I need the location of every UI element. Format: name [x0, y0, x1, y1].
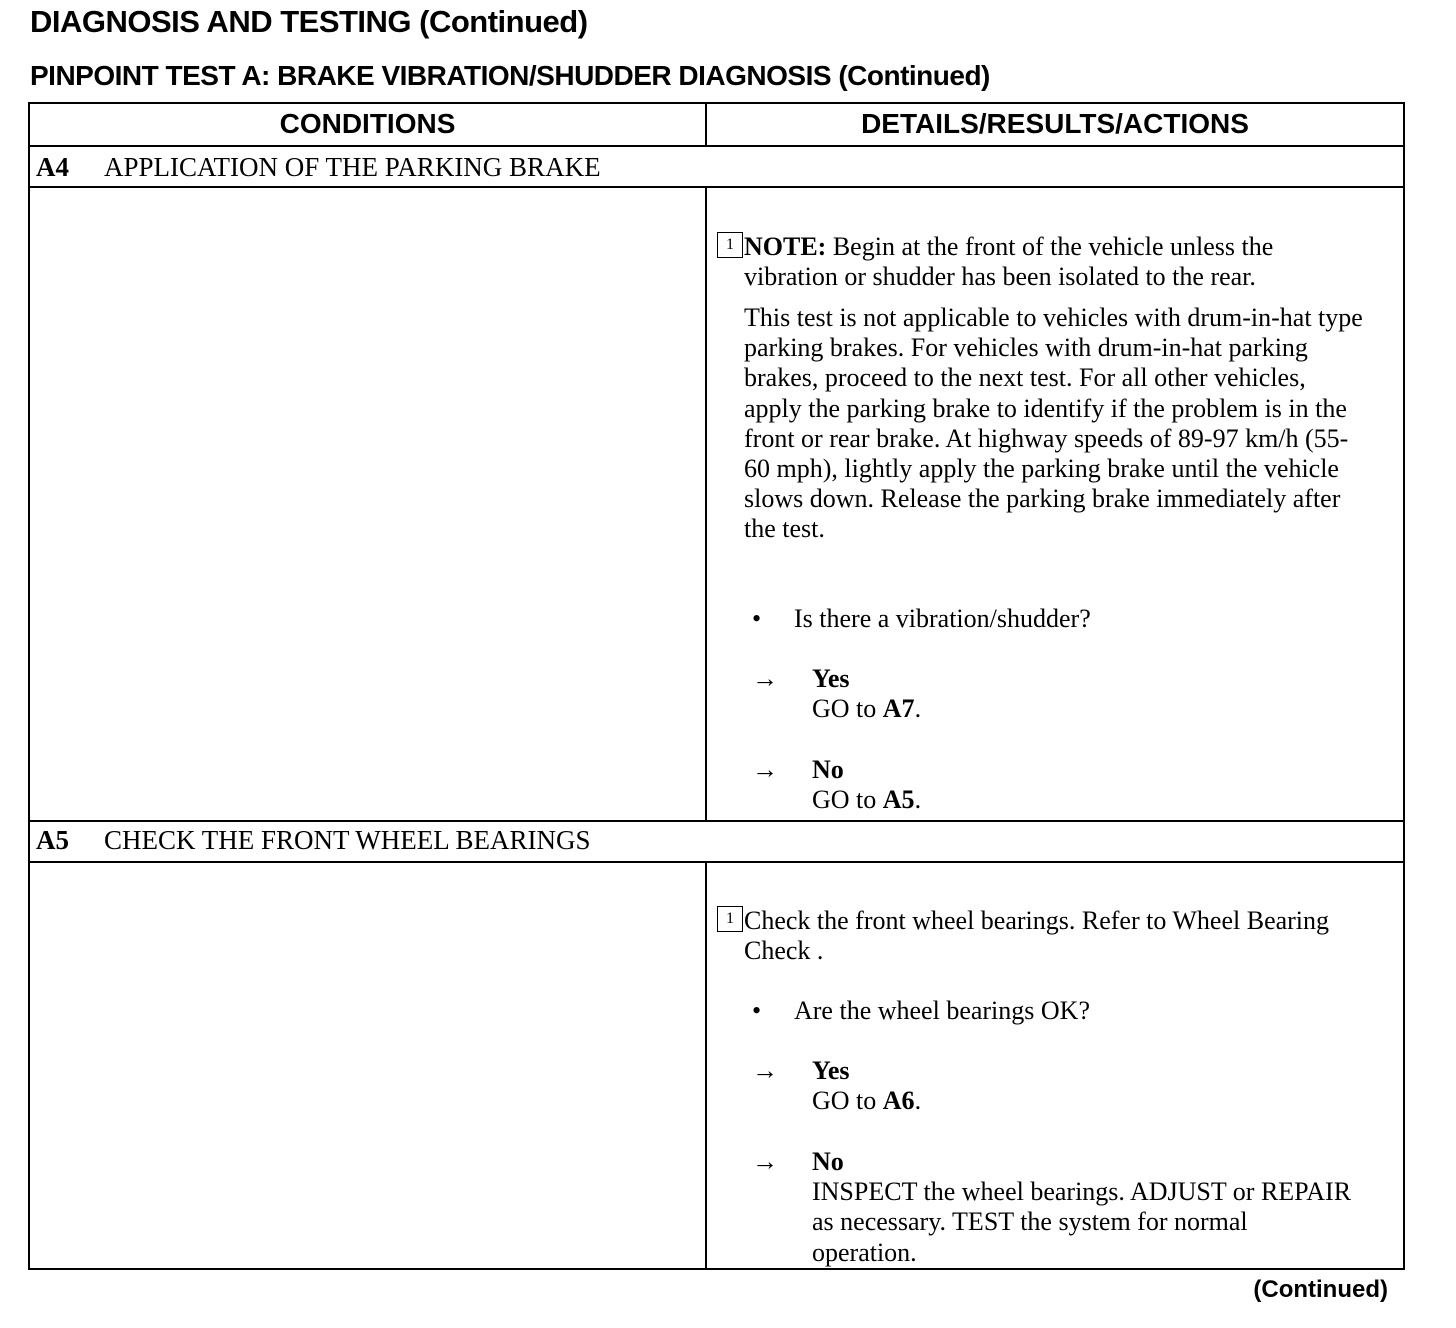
a5-title-divider [30, 861, 1403, 863]
a4-question-text: Is there a vibration/shudder? [794, 604, 1091, 633]
section-title: PINPOINT TEST A: BRAKE VIBRATION/SHUDDER DIAGNOSIS (Continued) [30, 60, 990, 91]
continued-label: (Continued) [1253, 1276, 1388, 1303]
a4-yes-target-link[interactable]: A7 [882, 694, 915, 724]
bullet-icon: • [752, 996, 762, 1025]
a4-title-divider [30, 186, 1403, 188]
column-divider-a5 [705, 861, 707, 1268]
column-header-conditions: CONDITIONS [279, 108, 456, 139]
a5-step-number-box: 1 [717, 906, 743, 932]
a4-yes-prefix: GO to [812, 694, 883, 724]
a4-no-prefix: GO to [812, 785, 883, 815]
step-a5-title-row [36, 825, 591, 856]
step-a5-title: CHECK THE FRONT WHEEL BEARINGS [104, 825, 591, 855]
a4-body: This test is not applicable to vehicles with drum-in-hat type parking brakes. For vehicles with drum-in-hat parking brakes, proceed to the next test. For all other vehicles, apply the parking brake to identify if the problem is in the front or rear brake. At highway speeds of 89-97 km/h (55-60 mph), lightly apply the parking brake until the vehicle slows down. Release the parking brake immediately after the test. [744, 303, 1363, 544]
a4-no-target-link[interactable]: A5 [882, 785, 915, 815]
a5-body: Check the front wheel bearings. Refer to Wheel Bearing Check . [744, 906, 1330, 966]
a5-yes-target-link[interactable]: A6 [882, 1086, 915, 1116]
a5-question-text: Are the wheel bearings OK? [794, 996, 1090, 1025]
a5-question [752, 996, 1090, 1026]
header-divider [30, 145, 1403, 147]
arrow-right-icon: → [752, 755, 778, 784]
column-divider-a4 [705, 186, 707, 822]
bullet-icon: • [752, 604, 762, 633]
a5-no-action: INSPECT the wheel bearings. ADJUST or REPAIR as necessary. TEST the system for normal operation. [812, 1177, 1352, 1267]
a4-note-text: Begin at the front of the vehicle unless the vibration or shudder has been isolated to the rear. [744, 232, 1274, 292]
a4-yes-label: Yes [812, 664, 850, 693]
a4-step-number-box: 1 [717, 232, 743, 258]
a5-no-label: No [812, 1147, 844, 1176]
a5-yes-label: Yes [812, 1056, 850, 1085]
a4-yes-period: . [914, 694, 922, 724]
a4-note-label: NOTE: [744, 232, 827, 261]
arrow-right-icon: → [752, 1147, 778, 1176]
arrow-right-icon: → [752, 1056, 778, 1085]
a4-question [752, 604, 1091, 634]
arrow-right-icon: → [752, 664, 778, 693]
a4-no-label: No [812, 755, 844, 784]
column-divider-header [705, 104, 707, 145]
a4-note [744, 232, 1364, 292]
column-header-details: DETAILS/RESULTS/ACTIONS [861, 108, 1249, 139]
step-a4-title: APPLICATION OF THE PARKING BRAKE [104, 152, 601, 182]
a5-start-divider [30, 820, 1403, 822]
step-a5-id: A5 [36, 825, 69, 855]
a5-yes-period: . [914, 1086, 922, 1116]
a4-no-period: . [914, 785, 922, 815]
step-a4-title-row [36, 152, 601, 183]
a5-yes-prefix: GO to [812, 1086, 883, 1116]
step-a4-id: A4 [36, 152, 69, 182]
page-title: DIAGNOSIS AND TESTING (Continued) [30, 4, 588, 39]
